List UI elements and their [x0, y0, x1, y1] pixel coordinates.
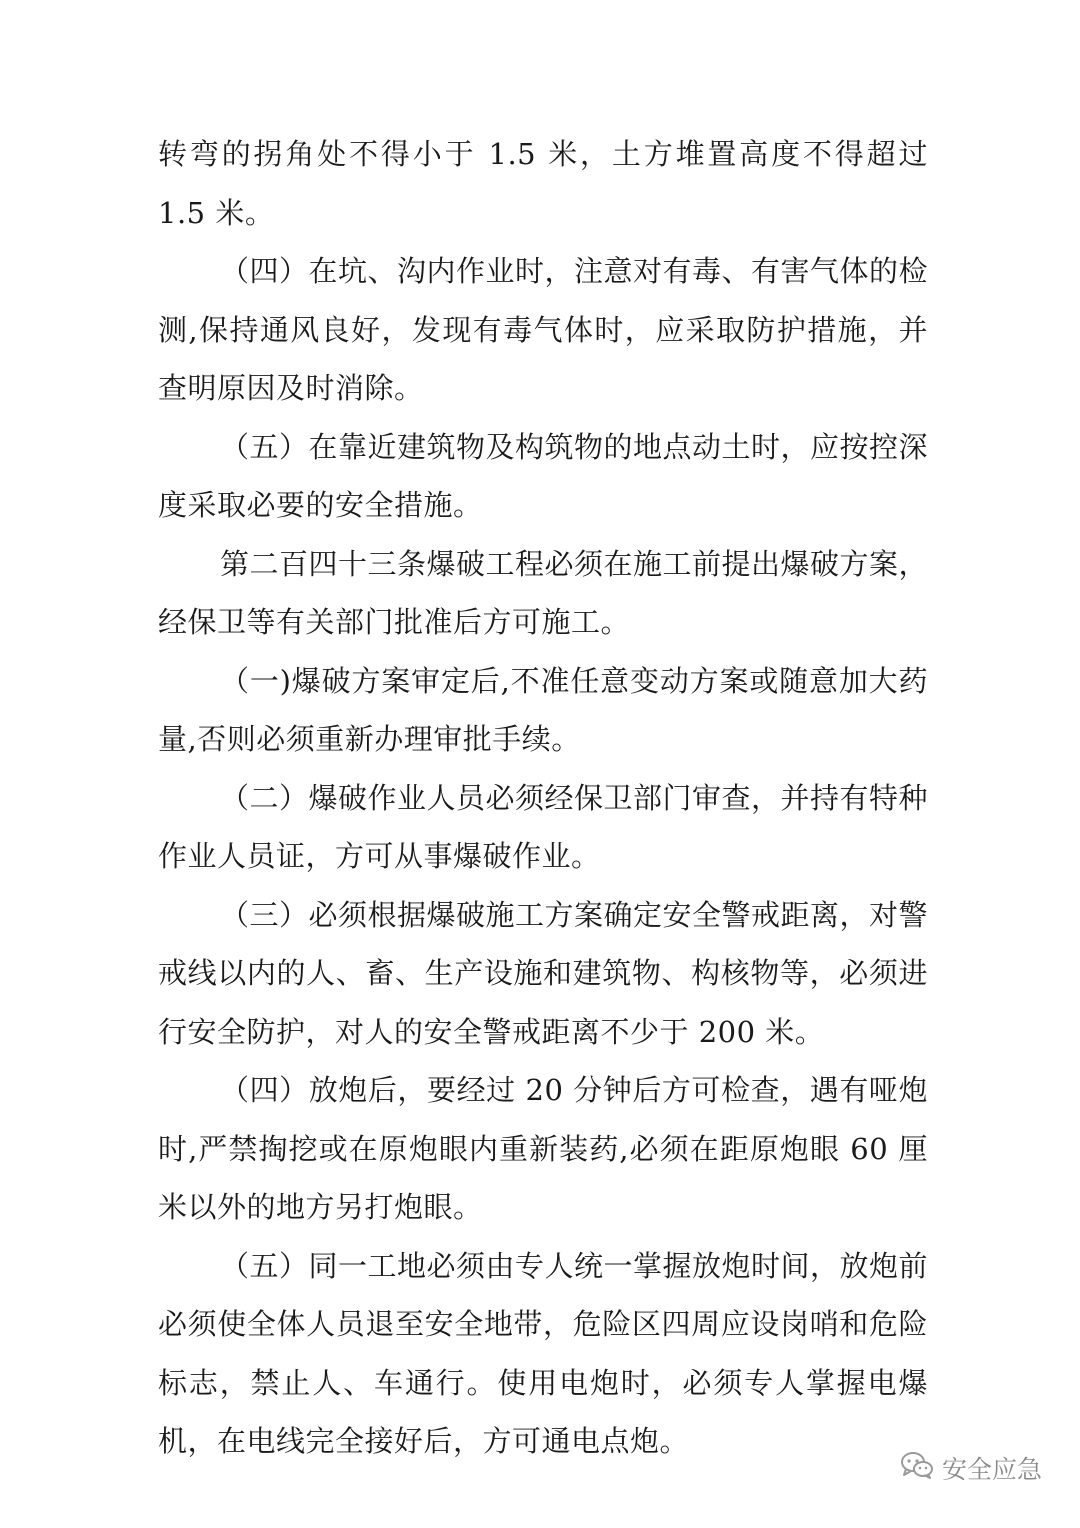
paragraph-9: （五）同一工地必须由专人统一掌握放炮时间，放炮前必须使全体人员退至安全地带，危险区四周应设岗哨和危险标志，禁止人、车通行。使用电炮时，必须专人掌握电爆机，在电线完全接好后，方可通电点炮。	[158, 1248, 929, 1458]
paragraph-3: （五）在靠近建筑物及构筑物的地点动土时，应按控深度采取必要的安全措施。	[158, 429, 929, 522]
wechat-icon	[900, 1450, 934, 1486]
document-body	[158, 125, 928, 1471]
paragraph-8: （四）放炮后，要经过 20 分钟后方可检查，遇有哑炮时,严禁掏挖或在原炮眼内重新装药,必须在距原炮眼 60 厘米以外的地方另打炮眼。	[158, 1073, 928, 1224]
paragraph-1: 转弯的拐角处不得小于 1.5 米，土方堆置高度不得超过 1.5 米。	[158, 137, 928, 230]
paragraph-4: 第二百四十三条爆破工程必须在施工前提出爆破方案，经保卫等有关部门批准后方可施工。	[158, 546, 929, 639]
paragraph-2: （四）在坑、沟内作业时，注意对有毒、有害气体的检测,保持通风良好，发现有毒气体时，应采取防护措施，并查明原因及时消除。	[158, 254, 929, 405]
paragraph-5: （一)爆破方案审定后,不准任意变动方案或随意加大药量,否则必须重新办理审批手续。	[158, 663, 928, 756]
watermark-label: 安全应急	[941, 1455, 1042, 1484]
watermark	[900, 1450, 1042, 1486]
paragraph-6: （二）爆破作业人员必须经保卫部门审查，并持有特种作业人员证，方可从事爆破作业。	[158, 780, 929, 873]
paragraph-7: （三）必须根据爆破施工方案确定安全警戒距离，对警戒线以内的人、畜、生产设施和建筑物、构核物等，必须进行安全防护，对人的安全警戒距离不少于 200 米。	[158, 897, 929, 1049]
